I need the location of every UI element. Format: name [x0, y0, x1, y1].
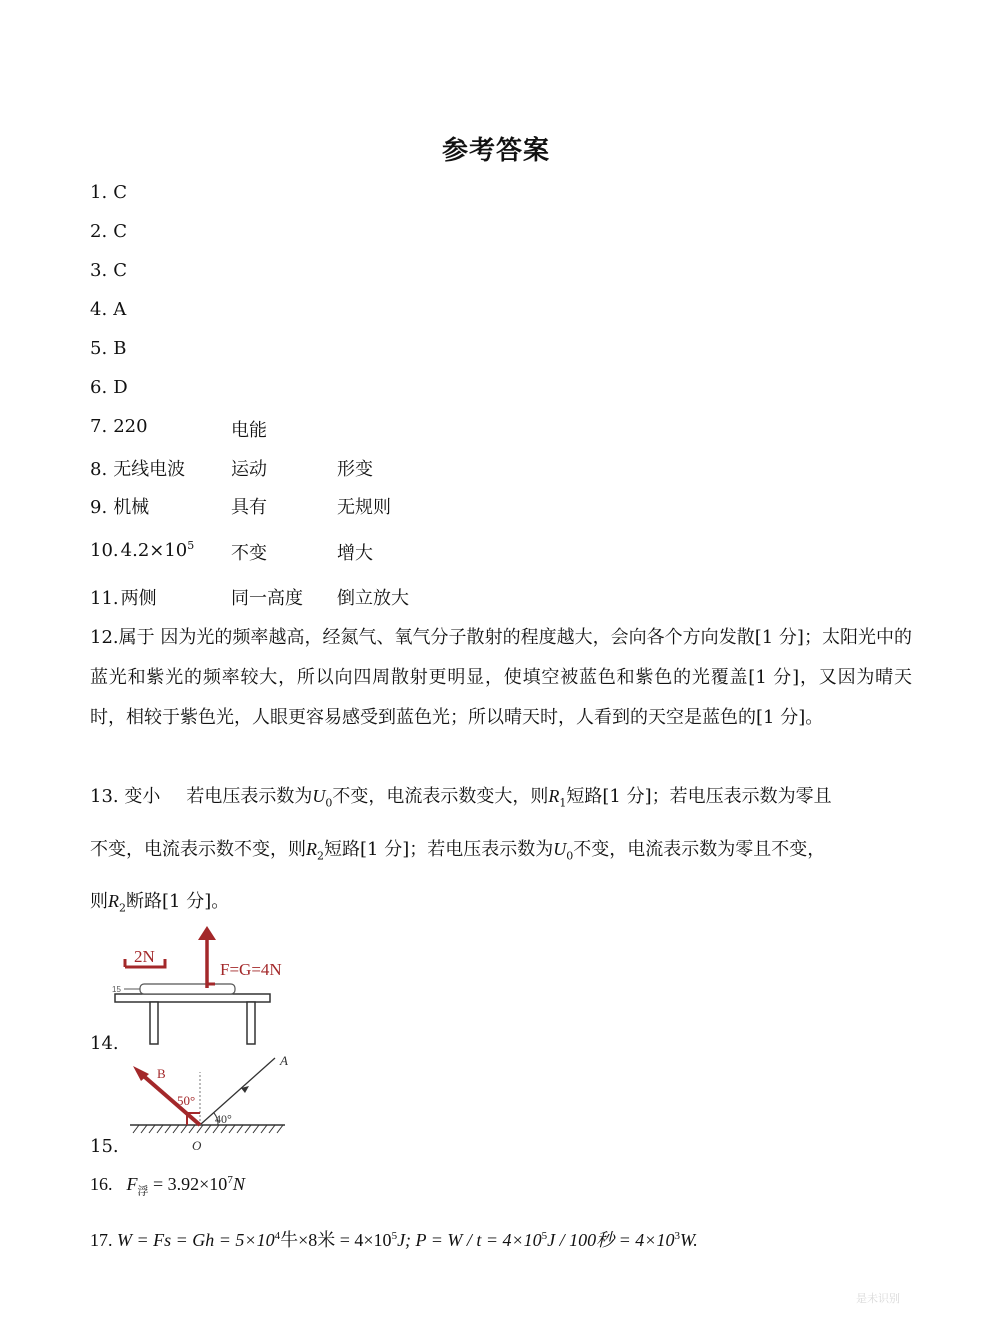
- angle-40-label: 40°: [215, 1112, 232, 1126]
- answer-17: 17. $W = Fs = Gh = 5\times 10^4$牛×8米 = $4\times 10^5J$; $P = W / t = 4\times 10^5J / 100$秒 = $4\times 10^3W$.: [90, 1230, 698, 1250]
- answer-number: 4.: [90, 299, 108, 320]
- answer-value: 机械: [113, 497, 150, 518]
- answer-value: 具有: [231, 497, 267, 518]
- answer-value: 形变: [337, 459, 373, 480]
- answer-row: [90, 493, 391, 519]
- answer-value: 无规则: [337, 497, 391, 518]
- answer-16: 16. $F_浮 = 3.92\times 10^7N$: [90, 1174, 245, 1198]
- answer-row: [90, 584, 409, 610]
- answer-value: 电能: [231, 420, 267, 441]
- answer-value: 无线电波: [113, 459, 186, 480]
- ray-a-label: A: [280, 1053, 288, 1068]
- answer-row: [90, 299, 126, 320]
- answer-value: C: [113, 221, 127, 242]
- answer-number: 11.: [90, 588, 119, 609]
- tick-label: 15: [112, 985, 121, 994]
- answer-number: 7.: [90, 416, 108, 437]
- answer-number: 8.: [90, 459, 108, 480]
- reflection-diagram: [125, 1050, 295, 1155]
- answer-15: 15.: [90, 1136, 119, 1157]
- answer-value: 增大: [337, 543, 373, 564]
- page-title: 参考答案: [441, 136, 550, 166]
- force-f-label: F=G=4N: [220, 960, 282, 979]
- answer-13-line-1: 13. 变小 若电压表示数为$U_0$不变，电流表示数变大，则$R_1$短路[1 分]；若电压表示数为零且: [90, 786, 832, 810]
- answer-value: B: [113, 338, 127, 359]
- answer-value: A: [113, 299, 127, 320]
- answer-number: 5.: [90, 338, 108, 359]
- answer-value: C: [113, 260, 127, 281]
- answer-row: [90, 221, 127, 242]
- answer-14: 14.: [90, 1033, 119, 1054]
- answer-row: [90, 416, 267, 441]
- answer-13-line-3: 则$R_2$断路[1 分]。: [90, 891, 230, 915]
- answer-value: 不变: [231, 543, 267, 564]
- answer-row: [90, 338, 126, 359]
- answer-number: 9.: [90, 497, 108, 518]
- answer-row: [90, 260, 127, 281]
- force-2n-label: 2N: [134, 947, 155, 966]
- answer-value: D: [113, 377, 128, 398]
- answer-number: 6.: [90, 377, 108, 398]
- answer-13-line-2: 不变，电流表示数不变，则$R_2$短路[1 分]；若电压表示数为$U_0$不变，电流表示数为零且不变，: [90, 839, 826, 863]
- force-diagram: [110, 922, 310, 1052]
- ray-b-label: B: [157, 1066, 166, 1081]
- point-o-label: O: [192, 1138, 202, 1153]
- answer-row: [90, 455, 373, 481]
- answer-value: C: [113, 182, 127, 203]
- answer-value: 220: [113, 416, 148, 437]
- answer-value: 同一高度: [231, 588, 303, 609]
- answer-value: 两侧: [120, 588, 157, 609]
- answer-row: [90, 539, 373, 564]
- answer-12: 12.属于 因为光的频率越高，经氮气、氧气分子散射的程度越大，会向各个方向发散[1 分]；太阳光中的蓝光和紫光的频率较大，所以向四周散射更明显，使填空被蓝色和紫色的光覆盖[1 分]，又因为晴天时，相较于紫色光，人眼更容易感受到蓝色光；所以晴天时，人看到的天空是蓝色的[1 分]。: [90, 627, 912, 728]
- answer-number: 3.: [90, 260, 108, 281]
- angle-50-label: 50°: [177, 1093, 196, 1108]
- answer-exponent: 5: [187, 539, 195, 552]
- answer-row: [90, 377, 128, 398]
- answer-number: 10.: [90, 540, 119, 561]
- answer-value: 运动: [231, 459, 267, 480]
- answer-value: 倒立放大: [337, 588, 409, 609]
- answer-value: 4.2×10: [120, 540, 188, 561]
- watermark: 是未识别: [856, 1292, 900, 1305]
- answer-number: 2.: [90, 221, 108, 242]
- answer-number: 1.: [90, 182, 108, 203]
- answer-row: [90, 182, 127, 203]
